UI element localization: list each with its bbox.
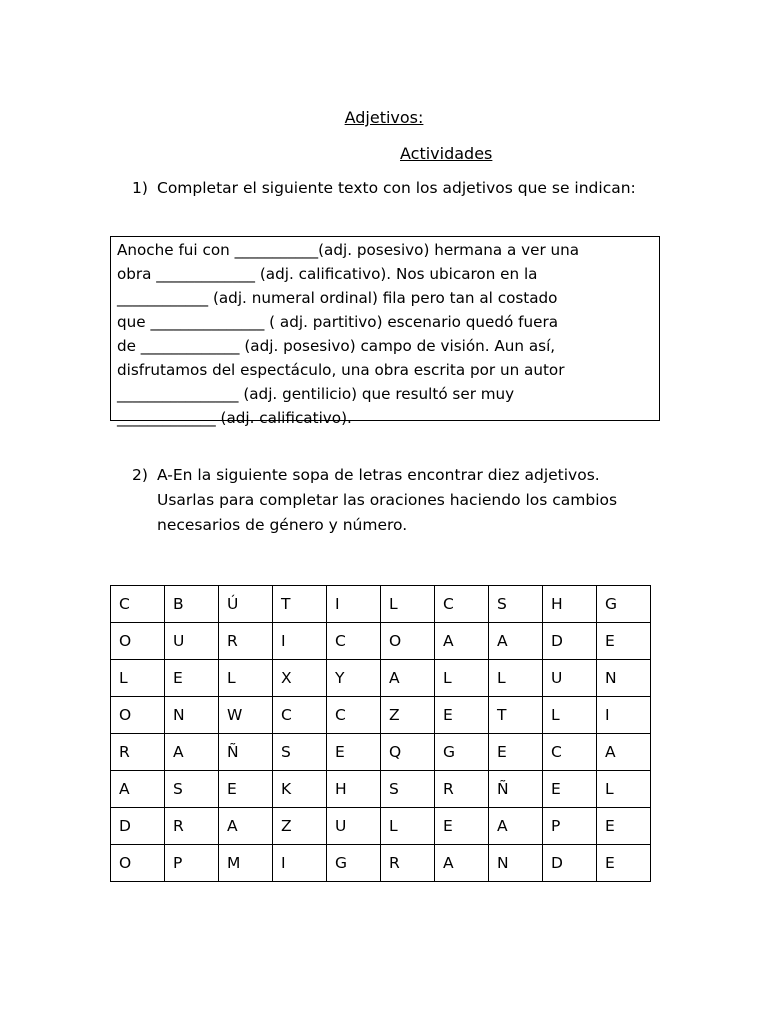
grid-cell: T bbox=[489, 697, 543, 734]
grid-cell: C bbox=[543, 734, 597, 771]
grid-cell: N bbox=[597, 660, 651, 697]
grid-cell: U bbox=[327, 808, 381, 845]
text-line: ________________ (adj. gentilicio) que resultó ser muy bbox=[117, 385, 515, 403]
grid-row bbox=[111, 734, 651, 771]
grid-cell: B bbox=[165, 586, 219, 623]
grid-cell: E bbox=[543, 771, 597, 808]
grid-cell: E bbox=[597, 845, 651, 882]
text-line: de _____________ (adj. posesivo) campo de visión. Aun así, bbox=[117, 337, 556, 355]
grid-cell: G bbox=[597, 586, 651, 623]
grid-cell: U bbox=[165, 623, 219, 660]
grid-cell: G bbox=[327, 845, 381, 882]
grid-cell: Y bbox=[327, 660, 381, 697]
grid-cell: A bbox=[435, 845, 489, 882]
grid-cell: L bbox=[381, 808, 435, 845]
grid-cell: D bbox=[111, 808, 165, 845]
grid-cell: D bbox=[543, 623, 597, 660]
grid-cell: C bbox=[327, 623, 381, 660]
grid-cell: L bbox=[111, 660, 165, 697]
grid-cell: P bbox=[165, 845, 219, 882]
grid-cell: L bbox=[489, 660, 543, 697]
grid-cell: E bbox=[489, 734, 543, 771]
grid-row bbox=[111, 623, 651, 660]
grid-cell: Ñ bbox=[489, 771, 543, 808]
grid-cell: C bbox=[111, 586, 165, 623]
grid-cell: P bbox=[543, 808, 597, 845]
grid-cell: A bbox=[489, 808, 543, 845]
grid-cell: X bbox=[273, 660, 327, 697]
grid-cell: H bbox=[543, 586, 597, 623]
grid-cell: I bbox=[597, 697, 651, 734]
grid-cell: S bbox=[273, 734, 327, 771]
grid-cell: O bbox=[111, 845, 165, 882]
grid-cell: R bbox=[219, 623, 273, 660]
grid-cell: L bbox=[219, 660, 273, 697]
grid-cell: A bbox=[111, 771, 165, 808]
grid-cell: S bbox=[381, 771, 435, 808]
grid-cell: R bbox=[111, 734, 165, 771]
grid-cell: Ñ bbox=[219, 734, 273, 771]
grid-cell: L bbox=[435, 660, 489, 697]
grid-cell: N bbox=[489, 845, 543, 882]
grid-cell: Q bbox=[381, 734, 435, 771]
grid-cell: O bbox=[381, 623, 435, 660]
grid-cell: E bbox=[597, 623, 651, 660]
grid-cell: E bbox=[435, 697, 489, 734]
grid-row bbox=[111, 697, 651, 734]
activity-1-number: 1) bbox=[132, 179, 148, 197]
activity-1 bbox=[132, 176, 652, 201]
grid-cell: E bbox=[219, 771, 273, 808]
page-subtitle: Actividades bbox=[400, 144, 493, 163]
grid-cell: L bbox=[597, 771, 651, 808]
activity-2 bbox=[132, 463, 652, 538]
grid-cell: A bbox=[597, 734, 651, 771]
grid-cell: A bbox=[489, 623, 543, 660]
grid-cell: R bbox=[435, 771, 489, 808]
text-line: _____________ (adj. calificativo). bbox=[117, 409, 352, 427]
text-line: Anoche fui con ___________(adj. posesivo) hermana a ver una bbox=[117, 241, 580, 259]
grid-cell: L bbox=[381, 586, 435, 623]
grid-cell: S bbox=[165, 771, 219, 808]
fill-in-text-box bbox=[110, 236, 660, 427]
grid-cell: N bbox=[165, 697, 219, 734]
grid-cell: A bbox=[165, 734, 219, 771]
activity-2-instruction: A-En la siguiente sopa de letras encontrar diez adjetivos. Usarlas para completar las oraciones haciendo los cambios necesarios de género y número. bbox=[157, 466, 618, 534]
grid-cell: S bbox=[489, 586, 543, 623]
grid-row bbox=[111, 586, 651, 623]
grid-cell: M bbox=[219, 845, 273, 882]
grid-cell: C bbox=[327, 697, 381, 734]
grid-cell: R bbox=[381, 845, 435, 882]
grid-row bbox=[111, 771, 651, 808]
grid-cell: R bbox=[165, 808, 219, 845]
text-line: ____________ (adj. numeral ordinal) fila pero tan al costado bbox=[117, 289, 558, 307]
grid-cell: O bbox=[111, 697, 165, 734]
grid-cell: A bbox=[219, 808, 273, 845]
grid-row bbox=[111, 660, 651, 697]
grid-cell: D bbox=[543, 845, 597, 882]
grid-cell: E bbox=[597, 808, 651, 845]
word-search-grid bbox=[110, 585, 651, 882]
activity-2-number: 2) bbox=[132, 466, 148, 484]
activity-1-instruction: Completar el siguiente texto con los adjetivos que se indican: bbox=[157, 179, 636, 197]
grid-row bbox=[111, 808, 651, 845]
grid-cell: T bbox=[273, 586, 327, 623]
grid-cell: O bbox=[111, 623, 165, 660]
grid-cell: C bbox=[435, 586, 489, 623]
text-line: obra _____________ (adj. calificativo). Nos ubicaron en la bbox=[117, 265, 538, 283]
grid-cell: H bbox=[327, 771, 381, 808]
grid-cell: Z bbox=[273, 808, 327, 845]
text-line: disfrutamos del espectáculo, una obra escrita por un autor bbox=[117, 361, 565, 379]
grid-cell: G bbox=[435, 734, 489, 771]
grid-cell: L bbox=[543, 697, 597, 734]
grid-cell: I bbox=[273, 845, 327, 882]
grid-cell: W bbox=[219, 697, 273, 734]
page-title: Adjetivos: bbox=[344, 108, 424, 127]
grid-cell: Z bbox=[381, 697, 435, 734]
grid-cell: E bbox=[435, 808, 489, 845]
grid-cell: I bbox=[273, 623, 327, 660]
grid-cell: E bbox=[327, 734, 381, 771]
grid-cell: A bbox=[435, 623, 489, 660]
grid-cell: K bbox=[273, 771, 327, 808]
grid-cell: I bbox=[327, 586, 381, 623]
grid-cell: Ú bbox=[219, 586, 273, 623]
grid-cell: C bbox=[273, 697, 327, 734]
grid-cell: E bbox=[165, 660, 219, 697]
grid-cell: A bbox=[381, 660, 435, 697]
text-line: que _______________ ( adj. partitivo) escenario quedó fuera bbox=[117, 313, 559, 331]
grid-cell: U bbox=[543, 660, 597, 697]
grid-row bbox=[111, 845, 651, 882]
